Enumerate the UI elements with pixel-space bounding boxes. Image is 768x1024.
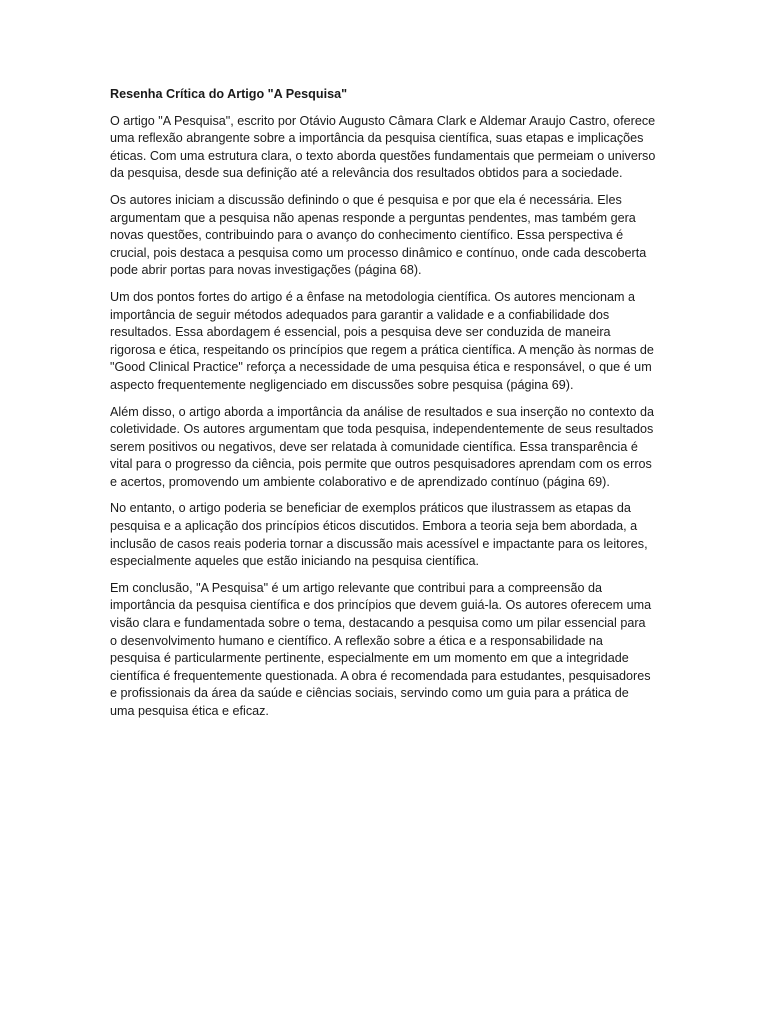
paragraph-critique: No entanto, o artigo poderia se beneficiar de exemplos práticos que ilustrassem as etapas da pesquisa e a aplicação dos princípios éticos discutidos. Embora a teoria seja bem abordada, a inclusão de casos reais poderia tornar a discussão mais acessível e impactante para os leitores, especialmente aqueles que estão iniciando na pesquisa científica. (110, 501, 648, 569)
paragraph-methodology: Um dos pontos fortes do artigo é a ênfase na metodologia científica. Os autores mencionam a importância de seguir métodos adequados para garantir a validade e a confiabilidade dos resultados. Essa abordagem é essencial, pois a pesquisa deve ser conduzida de maneira rigorosa e ética, respeitando os princípios que regem a prática científica. A menção às normas de "Good Clinical Practice" reforça a necessidade de uma pesquisa ética e responsável, o que é um aspecto frequentemente negligenciado em discussões sobre pesquisa (página 69). (110, 289, 654, 392)
paragraph-results-analysis: Além disso, o artigo aborda a importância da análise de resultados e sua inserção no contexto da coletividade. Os autores argumentam que toda pesquisa, independentemente de seus resultados serem positivos ou negativos, deve ser relatada à comunidade científica. Essa transparência é vital para o progresso da ciência, pois permite que outros pesquisadores aprendam com os erros e acertos, promovendo um ambiente colaborativo e de aprendizado contínuo (página 69). (110, 404, 654, 489)
document-page (110, 86, 656, 730)
document-title: Resenha Crítica do Artigo "A Pesquisa" (110, 87, 348, 101)
paragraph-introduction: O artigo "A Pesquisa", escrito por Otávio Augusto Câmara Clark e Aldemar Araujo Castro, oferece uma reflexão abrangente sobre a importância da pesquisa científica, suas etapas e implicações éticas. Com uma estrutura clara, o texto aborda questões fundamentais que permeiam o universo da pesquisa, desde sua definição até a relevância dos resultados obtidos para a sociedade. (110, 113, 656, 181)
paragraph-conclusion: Em conclusão, "A Pesquisa" é um artigo relevante que contribui para a compreensão da importância da pesquisa científica e dos princípios que devem guiá-la. Os autores oferecem uma visão clara e fundamentada sobre o tema, destacando a pesquisa como um pilar essencial para o desenvolvimento humano e científico. A reflexão sobre a ética e a responsabilidade na pesquisa é particularmente pertinente, especialmente em um momento em que a integridade científica é frequentemente questionada. A obra é recomendada para estudantes, pesquisadores e profissionais da área da saúde e ciências sociais, servindo como um guia para a prática de uma pesquisa ética e eficaz. (110, 580, 652, 718)
paragraph-definition: Os autores iniciam a discussão definindo o que é pesquisa e por que ela é necessária. Eles argumentam que a pesquisa não apenas responde a perguntas pendentes, mas também gera novas questões, contribuindo para o avanço do conhecimento científico. Essa perspectiva é crucial, pois destaca a pesquisa como um processo dinâmico e contínuo, onde cada descoberta pode abrir portas para novas investigações (página 68). (110, 192, 647, 278)
